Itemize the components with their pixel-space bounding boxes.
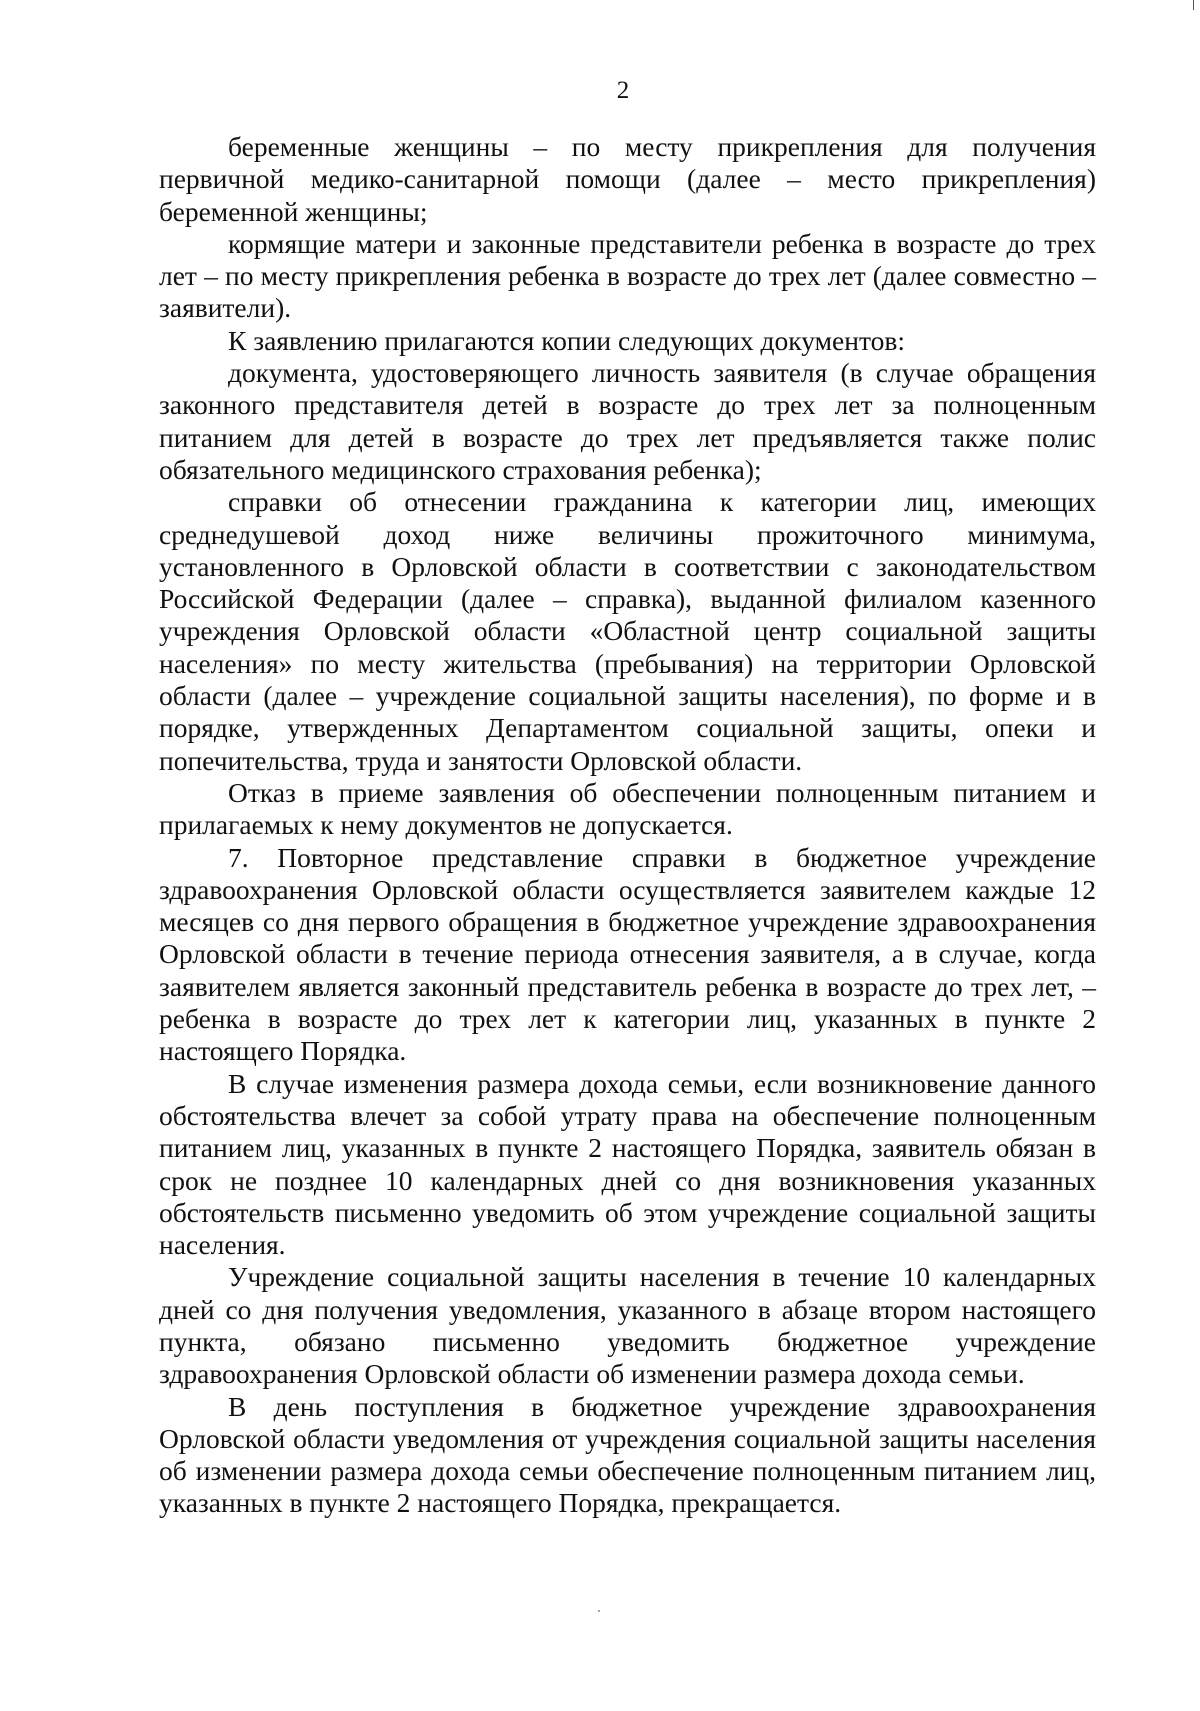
paragraph-refusal-not-allowed: Отказ в приеме заявления об обеспечении полноценным питанием и прилагаемых к нему документов не допускается.: [159, 776, 1096, 841]
paragraph-item-7: 7. Повторное представление справки в бюджетное учреждение здравоохранения Орловской области осуществляется заявителем каждые 12 месяцев со дня первого обращения в бюджетное учреждение здравоохранения Орловской области в течение периода отнесения заявителя, а в случае, когда заявителем является законный представитель ребенка в возрасте до трех лет, – ребенка в возрасте до трех лет к категории лиц, указанных в пункте 2 настоящего Порядка.: [159, 841, 1096, 1067]
scan-edge-mark: [1193, 0, 1194, 10]
scan-dot: [598, 1610, 600, 1612]
page-number: 2: [616, 77, 630, 104]
paragraph-notification: Учреждение социальной защиты населения в течение 10 календарных дней со дня получения уведомления, указанного в абзаце втором настоящего пункта, обязано письменно уведомить бюджетное учреждение здравоохранения Орловской области об изменении размера дохода семьи.: [159, 1261, 1096, 1390]
paragraph-attached-documents: К заявлению прилагаются копии следующих документов:: [228, 324, 905, 356]
paragraph-nursing-mothers: кормящие матери и законные представители ребенка в возрасте до трех лет – по месту прикрепления ребенка в возрасте до трех лет (далее совместно – заявители).: [159, 227, 1096, 324]
paragraph-termination: В день поступления в бюджетное учреждение здравоохранения Орловской области уведомления от учреждения социальной защиты населения об изменении размера дохода семьи обеспечение полноценным питанием лиц, указанных в пункте 2 настоящего Порядка, прекращается.: [159, 1390, 1096, 1519]
paragraph-income-certificate: справки об отнесении гражданина к категории лиц, имеющих среднедушевой доход ниже величины прожиточного минимума, установленного в Орловской области в соответствии с законодательством Российской Федерации (далее – справка), выданной филиалом казенного учреждения Орловской области «Областной центр социальной защиты населения» по месту жительства (пребывания) на территории Орловской области (далее – учреждение социальной защиты населения), по форме и в порядке, утвержденных Департаментом социальной защиты, опеки и попечительства, труда и занятости Орловской области.: [159, 486, 1096, 776]
paragraph-pregnant-women: беременные женщины – по месту прикрепления для получения первичной медико-санитарной помощи (далее – место прикрепления) беременной женщины;: [159, 131, 1096, 227]
paragraph-income-change: В случае изменения размера дохода семьи, если возникновение данного обстоятельства влечет за собой утрату права на обеспечение полноценным питанием лиц, указанных в пункте 2 настоящего Порядка, заявитель обязан в срок не позднее 10 календарных дней со дня возникновения указанных обстоятельств письменно уведомить об этом учреждение социальной защиты населения.: [159, 1067, 1096, 1261]
document-body: [159, 131, 1096, 1520]
paragraph-identity-document: документа, удостоверяющего личность заявителя (в случае обращения законного представителя детей в возрасте до трех лет за полноценным питанием для детей в возрасте до трех лет предъявляется также полис обязательного медицинского страхования ребенка);: [159, 357, 1096, 485]
